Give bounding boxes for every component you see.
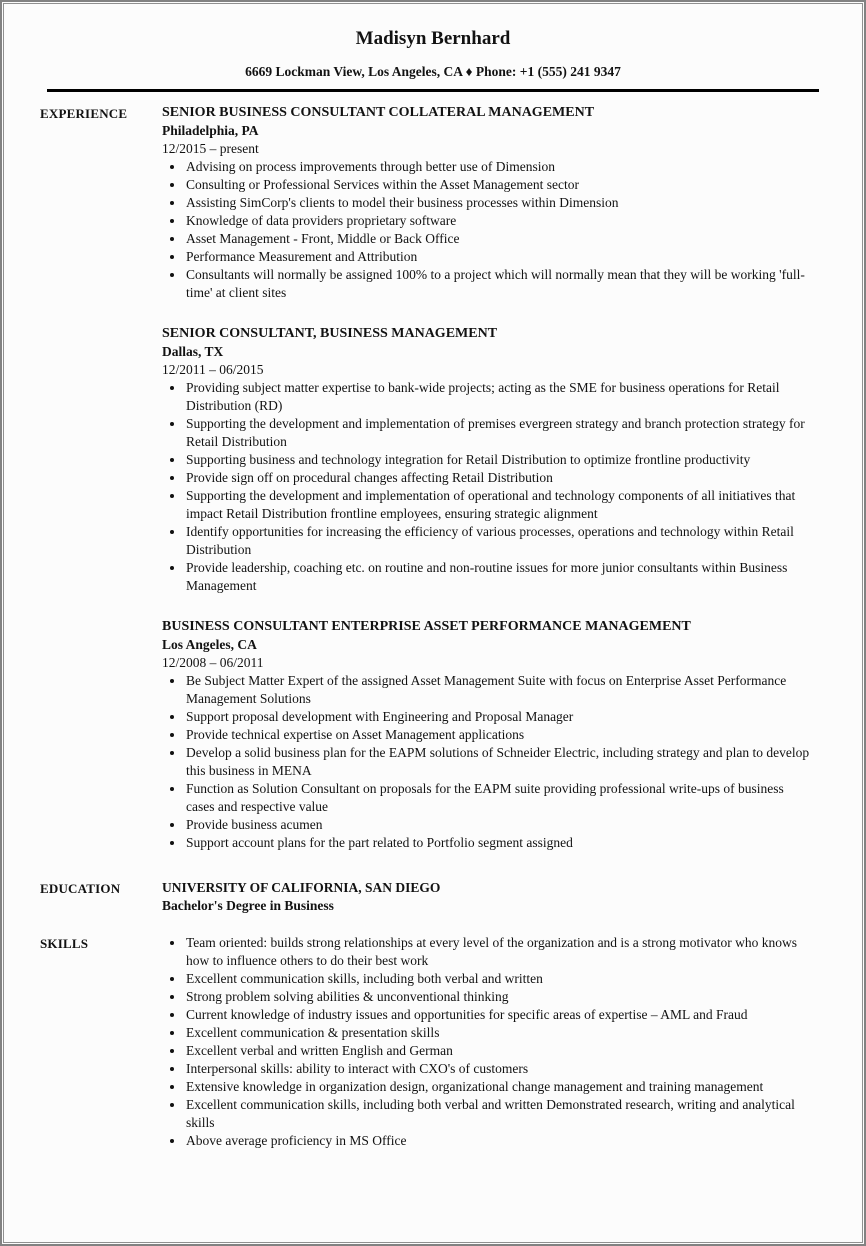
bullet-item: • Provide leadership, coaching etc. on routine and non-routine issues for more junior consultants within Business Management (185, 559, 814, 595)
bullet-item: • Supporting business and technology integration for Retail Distribution to optimize frontline productivity (185, 451, 814, 469)
bullet-item: • Excellent communication skills, including both verbal and written (185, 970, 814, 988)
experience-section (2, 104, 864, 852)
job-entry-3 (162, 618, 814, 852)
bullet-item: • Extensive knowledge in organization design, organizational change management and training management (185, 1078, 814, 1096)
experience-content (162, 104, 814, 852)
bullet-item: • Provide technical expertise on Asset Management applications (185, 726, 814, 744)
skills-bullet-list (162, 934, 814, 1150)
bullet-item: • Provide sign off on procedural changes affecting Retail Distribution (185, 469, 814, 487)
skills-content (162, 934, 814, 1150)
bullet-item: • Consultants will normally be assigned 100% to a project which will normally mean that they will be working 'full-time' at client sites (185, 266, 814, 302)
job-bullet-list (162, 379, 814, 595)
job-title: BUSINESS CONSULTANT ENTERPRISE ASSET PERFORMANCE MANAGEMENT (162, 619, 691, 634)
bullet-item: • Be Subject Matter Expert of the assigned Asset Management Suite with focus on Enterprise Asset Performance Management Solutions (185, 672, 814, 708)
bullet-item: • Above average proficiency in MS Office (185, 1132, 814, 1150)
person-name: Madisyn Bernhard (355, 28, 511, 49)
job-location: Philadelphia, PA (162, 123, 259, 138)
bullet-item: • Team oriented: builds strong relationships at every level of the organization and is a strong motivator who knows how to influence others to do their best work (185, 934, 814, 970)
job-bullet-list (162, 672, 814, 852)
bullet-item: • Excellent verbal and written English and German (185, 1042, 814, 1060)
contact-line: 6669 Lockman View, Los Angeles, CA ♦ Phone: +1 (555) 241 9347 (245, 64, 621, 79)
bullet-item: • Current knowledge of industry issues and opportunities for specific areas of expertise – AML and Fraud (185, 1006, 814, 1024)
bullet-item: • Performance Measurement and Attribution (185, 248, 814, 266)
bullet-item: • Excellent communication & presentation skills (185, 1024, 814, 1042)
bullet-item: • Develop a solid business plan for the EAPM solutions of Schneider Electric, including strategy and plan to develop this business in MENA (185, 744, 814, 780)
bullet-item: • Strong problem solving abilities & unconventional thinking (185, 988, 814, 1006)
bullet-item: • Excellent communication skills, including both verbal and written Demonstrated research, writing and analytical skills (185, 1096, 814, 1132)
job-dates: 12/2015 – present (162, 141, 259, 156)
job-title: SENIOR BUSINESS CONSULTANT COLLATERAL MANAGEMENT (162, 105, 595, 120)
school-name: UNIVERSITY OF CALIFORNIA, SAN DIEGO (162, 880, 441, 895)
education-content (162, 879, 814, 915)
job-bullet-list (162, 158, 814, 302)
job-location: Los Angeles, CA (162, 637, 257, 652)
section-label-experience: EXPERIENCE (40, 106, 128, 121)
bullet-item: • Assisting SimCorp's clients to model their business processes within Dimension (185, 194, 814, 212)
bullet-item: • Supporting the development and implementation of premises evergreen strategy and branch protection strategy for Retail Distribution (185, 415, 814, 451)
job-entry-1 (162, 104, 814, 302)
bullet-item: • Asset Management - Front, Middle or Back Office (185, 230, 814, 248)
bullet-item: • Support proposal development with Engineering and Proposal Manager (185, 708, 814, 726)
job-dates: 12/2011 – 06/2015 (162, 362, 264, 377)
skills-section (2, 934, 864, 1150)
bullet-item: • Advising on process improvements through better use of Dimension (185, 158, 814, 176)
job-title: SENIOR CONSULTANT, BUSINESS MANAGEMENT (162, 326, 498, 341)
section-label-skills: SKILLS (40, 936, 89, 951)
education-section (2, 879, 864, 915)
bullet-item: • Providing subject matter expertise to bank-wide projects; acting as the SME for business operations for Retail Distribution (RD) (185, 379, 814, 415)
bullet-item: • Consulting or Professional Services within the Asset Management sector (185, 176, 814, 194)
job-location: Dallas, TX (162, 344, 224, 359)
bullet-item: • Knowledge of data providers proprietary software (185, 212, 814, 230)
bullet-item: • Function as Solution Consultant on proposals for the EAPM suite providing professional write-ups of business cases and respective value (185, 780, 814, 816)
bullet-item: • Interpersonal skills: ability to interact with CXO's of customers (185, 1060, 814, 1078)
job-dates: 12/2008 – 06/2011 (162, 655, 264, 670)
bullet-item: • Identify opportunities for increasing the efficiency of various processes, operations and technology within Retail Distribution (185, 523, 814, 559)
bullet-item: • Support account plans for the part related to Portfolio segment assigned (185, 834, 814, 852)
bullet-item: • Supporting the development and implementation of operational and technology components of all initiatives that impact Retail Distribution frontline employees, ensuring strategic alignment (185, 487, 814, 523)
section-label-education: EDUCATION (40, 881, 121, 896)
resume-body (2, 92, 864, 1150)
bullet-item: • Provide business acumen (185, 816, 814, 834)
resume-header (2, 28, 864, 92)
degree-name: Bachelor's Degree in Business (162, 898, 334, 913)
job-entry-2 (162, 325, 814, 595)
